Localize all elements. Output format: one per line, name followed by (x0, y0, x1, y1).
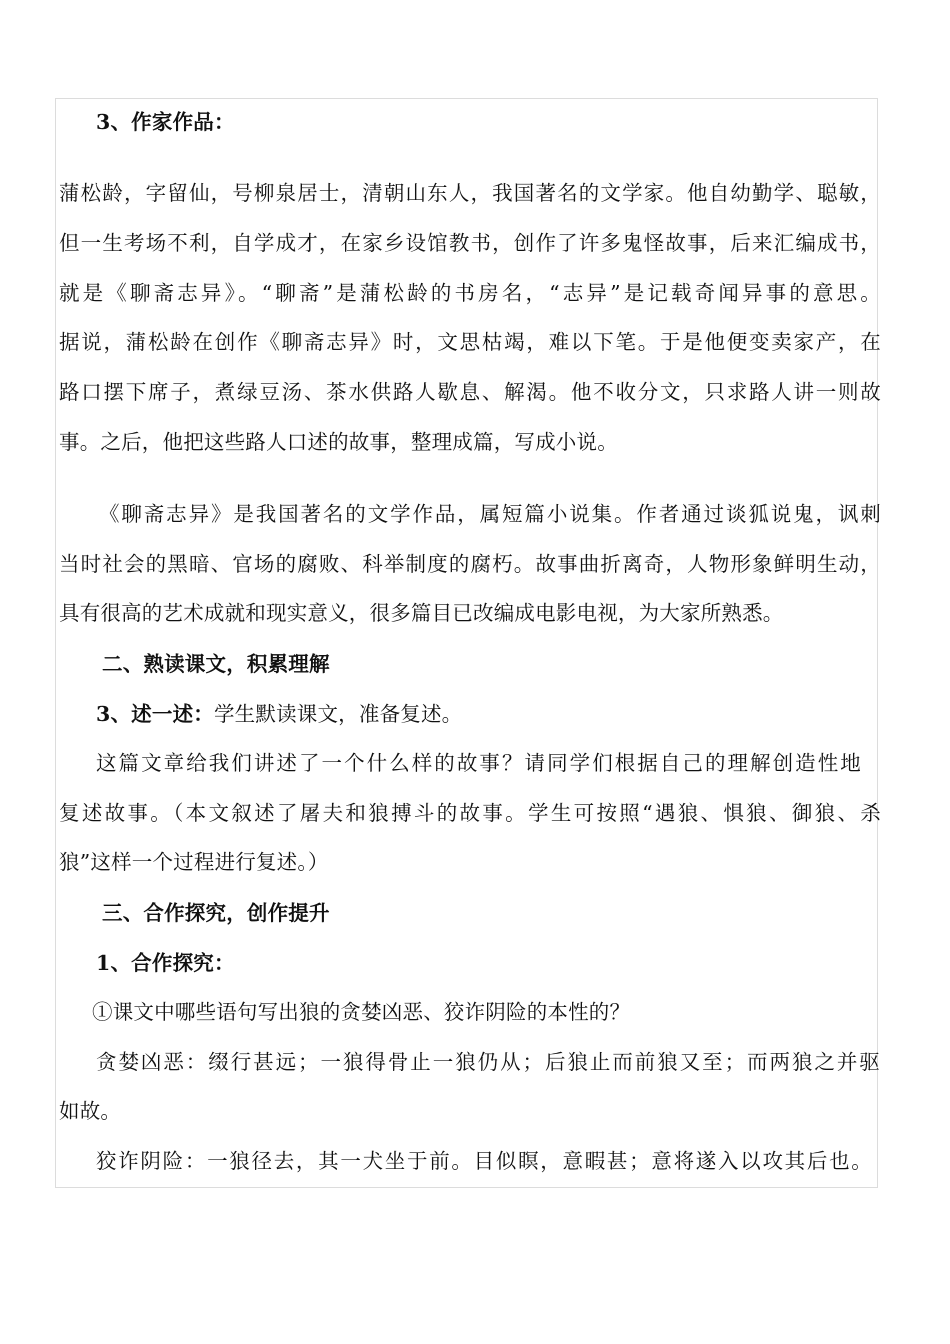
paragraph-line: 具有很高的艺术成就和现实意义，很多篇目已改编成电影电视，为大家所熟悉。 (59, 601, 784, 625)
paragraph-line: 狼”这样一个过程进行复述。） (59, 850, 329, 874)
paragraph-line: 路口摆下席子，煮绿豆汤、茶水供路人歇息、解渴。他不收分文，只求路人讲一则故 (59, 380, 881, 404)
section-heading-2: 二、熟读课文，积累理解 (102, 652, 330, 676)
paragraph-line: 《聊斋志异》是我国著名的文学作品，属短篇小说集。作者通过谈狐说鬼，讽刺 (99, 502, 881, 526)
retell-line (96, 699, 918, 729)
paragraph-line: 这篇文章给我们讲述了一个什么样的故事？请同学们根据自己的理解创造性地 (96, 751, 861, 775)
paragraph-line: 事。之后，他把这些路人口述的故事，整理成篇，写成小说。 (59, 430, 618, 454)
paragraph-line: 但一生考场不利，自学成才，在家乡设馆教书，创作了许多鬼怪故事，后来汇编成书， (59, 231, 881, 255)
question-line: ①课文中哪些语句写出狼的贪婪凶恶、狡诈阴险的本性的？ (92, 1000, 631, 1024)
paragraph-line: 蒲松龄，字留仙，号柳泉居士，清朝山东人，我国著名的文学家。他自幼勤学、聪敏， (59, 181, 881, 205)
paragraph-line: 据说，蒲松龄在创作《聊斋志异》时，文思枯竭，难以下笔。于是他便变卖家产，在 (59, 330, 881, 354)
retell-text: 学生默读课文，准备复述。 (213, 702, 463, 726)
paragraph-line: 当时社会的黑暗、官场的腐败、科举制度的腐朽。故事曲折离奇，人物形象鲜明生动， (59, 552, 881, 576)
answer-line: 狡诈阴险：一狼径去，其一犬坐于前。目似瞑，意暇甚；意将遂入以攻其后也。 (96, 1149, 872, 1173)
answer-line: 如故。 (59, 1099, 122, 1123)
section-heading-3: 三、合作探究，创作提升 (102, 901, 330, 925)
heading-explore: 1、合作探究： (96, 951, 235, 975)
paragraph-line: 就是《聊斋志异》。“聊斋”是蒲松龄的书房名，“志异”是记载奇闻异事的意思。 (59, 281, 881, 305)
paragraph-line: 复述故事。（本文叙述了屠夫和狼搏斗的故事。学生可按照“遇狼、惧狼、御狼、杀 (59, 801, 881, 825)
retell-label: 3、述一述： (96, 702, 214, 726)
heading-author-works: 3、作家作品： (96, 110, 235, 134)
answer-line: 贪婪凶恶：缀行甚远；一狼得骨止一狼仍从；后狼止而前狼又至；而两狼之并驱 (96, 1050, 880, 1074)
